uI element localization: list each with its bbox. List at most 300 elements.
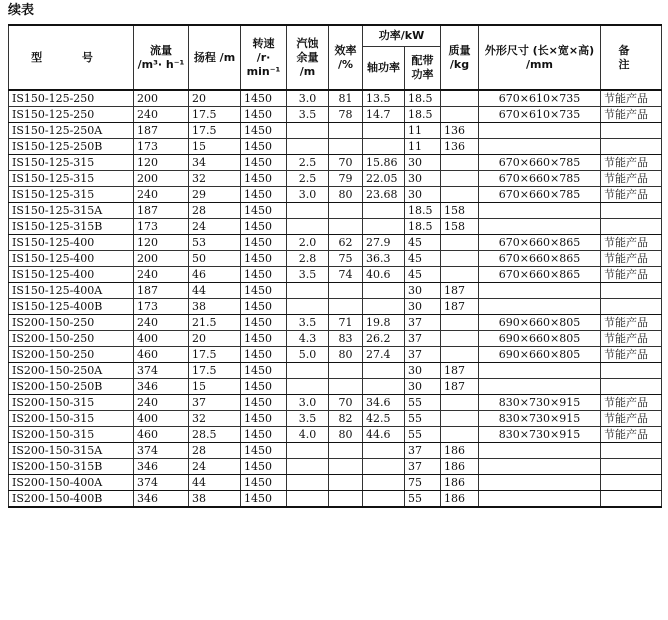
cell-dimensions: 670×660×785 — [479, 171, 601, 187]
cell-head: 20 — [189, 331, 241, 347]
cell-npsh: 5.0 — [287, 347, 329, 363]
cell-npsh — [287, 299, 329, 315]
cell-flow: 460 — [134, 427, 189, 443]
cell-speed: 1450 — [241, 347, 287, 363]
cell-flow: 200 — [134, 171, 189, 187]
cell-efficiency — [329, 299, 363, 315]
cell-head: 34 — [189, 155, 241, 171]
table-caption: 续表 — [8, 3, 35, 18]
cell-efficiency — [329, 203, 363, 219]
cell-motor-power: 55 — [405, 491, 441, 508]
cell-speed: 1450 — [241, 491, 287, 508]
cell-speed: 1450 — [241, 331, 287, 347]
cell-dimensions — [479, 219, 601, 235]
cell-head: 32 — [189, 411, 241, 427]
cell-speed: 1450 — [241, 459, 287, 475]
cell-efficiency: 78 — [329, 107, 363, 123]
cell-head: 44 — [189, 283, 241, 299]
cell-head: 20 — [189, 90, 241, 107]
cell-npsh — [287, 123, 329, 139]
cell-mass: 186 — [441, 475, 479, 491]
cell-npsh — [287, 283, 329, 299]
cell-dimensions: 830×730×915 — [479, 395, 601, 411]
table-row — [9, 283, 662, 299]
cell-efficiency — [329, 459, 363, 475]
cell-model: IS150-125-315B — [9, 219, 134, 235]
cell-flow: 400 — [134, 411, 189, 427]
cell-dimensions: 670×660×865 — [479, 251, 601, 267]
cell-efficiency — [329, 123, 363, 139]
cell-head: 17.5 — [189, 363, 241, 379]
cell-motor-power: 75 — [405, 475, 441, 491]
table-row — [9, 219, 662, 235]
cell-model: IS150-125-400B — [9, 299, 134, 315]
cell-speed: 1450 — [241, 411, 287, 427]
cell-mass — [441, 331, 479, 347]
cell-head: 29 — [189, 187, 241, 203]
cell-efficiency: 71 — [329, 315, 363, 331]
cell-motor-power: 30 — [405, 299, 441, 315]
table-row — [9, 251, 662, 267]
table-row — [9, 155, 662, 171]
table-body — [9, 90, 662, 507]
cell-flow: 240 — [134, 395, 189, 411]
cell-dimensions: 830×730×915 — [479, 427, 601, 443]
table-row — [9, 331, 662, 347]
col-header-model: 型 号 — [9, 25, 134, 90]
cell-npsh: 3.5 — [287, 411, 329, 427]
cell-remark: 节能产品 — [601, 235, 662, 251]
cell-efficiency: 80 — [329, 427, 363, 443]
cell-shaft-power — [363, 363, 405, 379]
cell-remark — [601, 283, 662, 299]
cell-head: 24 — [189, 219, 241, 235]
table-row — [9, 491, 662, 508]
cell-remark: 节能产品 — [601, 267, 662, 283]
cell-mass: 136 — [441, 123, 479, 139]
cell-remark: 节能产品 — [601, 395, 662, 411]
cell-remark — [601, 139, 662, 155]
cell-model: IS200-150-250 — [9, 347, 134, 363]
cell-speed: 1450 — [241, 187, 287, 203]
cell-flow: 346 — [134, 379, 189, 395]
cell-mass — [441, 251, 479, 267]
cell-motor-power: 45 — [405, 251, 441, 267]
table-row — [9, 347, 662, 363]
cell-head: 17.5 — [189, 123, 241, 139]
table-row — [9, 267, 662, 283]
col-header-dimensions: 外形尺寸 (长×宽×高) /mm — [479, 25, 601, 90]
cell-flow: 346 — [134, 491, 189, 508]
cell-speed: 1450 — [241, 203, 287, 219]
table-row — [9, 379, 662, 395]
cell-mass — [441, 395, 479, 411]
cell-speed: 1450 — [241, 299, 287, 315]
cell-remark — [601, 459, 662, 475]
cell-mass: 186 — [441, 443, 479, 459]
table-row — [9, 459, 662, 475]
cell-efficiency — [329, 363, 363, 379]
cell-dimensions: 670×610×735 — [479, 107, 601, 123]
cell-shaft-power — [363, 219, 405, 235]
cell-model: IS200-150-315B — [9, 459, 134, 475]
cell-model: IS150-125-315 — [9, 187, 134, 203]
cell-dimensions: 670×610×735 — [479, 90, 601, 107]
cell-flow: 120 — [134, 235, 189, 251]
cell-npsh — [287, 459, 329, 475]
cell-remark — [601, 475, 662, 491]
cell-flow: 346 — [134, 459, 189, 475]
table-row — [9, 363, 662, 379]
cell-flow: 374 — [134, 443, 189, 459]
cell-speed: 1450 — [241, 235, 287, 251]
col-header-remark: 备 注 — [601, 25, 662, 90]
cell-efficiency — [329, 379, 363, 395]
cell-model: IS150-125-315 — [9, 155, 134, 171]
table-row — [9, 235, 662, 251]
cell-speed: 1450 — [241, 219, 287, 235]
cell-shaft-power — [363, 139, 405, 155]
cell-remark — [601, 491, 662, 508]
cell-npsh: 4.0 — [287, 427, 329, 443]
cell-motor-power: 30 — [405, 187, 441, 203]
cell-motor-power: 18.5 — [405, 203, 441, 219]
cell-motor-power: 45 — [405, 235, 441, 251]
cell-npsh: 2.8 — [287, 251, 329, 267]
cell-speed: 1450 — [241, 155, 287, 171]
cell-speed: 1450 — [241, 427, 287, 443]
cell-flow: 173 — [134, 139, 189, 155]
cell-head: 17.5 — [189, 107, 241, 123]
cell-efficiency — [329, 283, 363, 299]
cell-flow: 240 — [134, 267, 189, 283]
cell-motor-power: 30 — [405, 171, 441, 187]
cell-npsh — [287, 379, 329, 395]
col-header-motor-power: 配带 功率 — [405, 47, 441, 91]
cell-speed: 1450 — [241, 395, 287, 411]
col-header-flow: 流量 /m³· h⁻¹ — [134, 25, 189, 90]
cell-motor-power: 11 — [405, 123, 441, 139]
cell-dimensions — [479, 443, 601, 459]
cell-dimensions — [479, 459, 601, 475]
cell-mass — [441, 90, 479, 107]
cell-head: 53 — [189, 235, 241, 251]
cell-motor-power: 37 — [405, 443, 441, 459]
cell-motor-power: 18.5 — [405, 219, 441, 235]
cell-efficiency: 70 — [329, 395, 363, 411]
cell-motor-power: 18.5 — [405, 107, 441, 123]
cell-mass: 158 — [441, 203, 479, 219]
cell-shaft-power: 40.6 — [363, 267, 405, 283]
cell-model: IS150-125-400 — [9, 267, 134, 283]
cell-speed: 1450 — [241, 267, 287, 283]
cell-shaft-power: 36.3 — [363, 251, 405, 267]
cell-head: 28 — [189, 203, 241, 219]
cell-head: 24 — [189, 459, 241, 475]
cell-dimensions: 830×730×915 — [479, 411, 601, 427]
table-row — [9, 187, 662, 203]
cell-npsh: 2.0 — [287, 235, 329, 251]
table-row — [9, 171, 662, 187]
cell-head: 15 — [189, 379, 241, 395]
cell-dimensions: 690×660×805 — [479, 331, 601, 347]
cell-remark — [601, 203, 662, 219]
cell-model: IS200-150-250 — [9, 315, 134, 331]
cell-shaft-power: 19.8 — [363, 315, 405, 331]
cell-remark: 节能产品 — [601, 171, 662, 187]
cell-remark: 节能产品 — [601, 411, 662, 427]
cell-motor-power: 30 — [405, 363, 441, 379]
cell-npsh: 3.5 — [287, 315, 329, 331]
col-header-power-group: 功率/kW — [363, 25, 441, 47]
cell-model: IS200-150-400A — [9, 475, 134, 491]
cell-dimensions — [479, 123, 601, 139]
cell-npsh — [287, 203, 329, 219]
cell-shaft-power: 44.6 — [363, 427, 405, 443]
cell-remark — [601, 379, 662, 395]
cell-remark: 节能产品 — [601, 155, 662, 171]
cell-flow: 374 — [134, 475, 189, 491]
cell-shaft-power: 27.9 — [363, 235, 405, 251]
cell-efficiency — [329, 475, 363, 491]
cell-dimensions — [479, 139, 601, 155]
cell-remark: 节能产品 — [601, 347, 662, 363]
cell-mass: 187 — [441, 299, 479, 315]
cell-model: IS150-125-250 — [9, 90, 134, 107]
cell-head: 38 — [189, 491, 241, 508]
cell-speed: 1450 — [241, 283, 287, 299]
table-row — [9, 123, 662, 139]
cell-motor-power: 11 — [405, 139, 441, 155]
cell-npsh — [287, 139, 329, 155]
cell-motor-power: 37 — [405, 459, 441, 475]
cell-speed: 1450 — [241, 139, 287, 155]
table-header — [9, 25, 662, 90]
cell-remark: 节能产品 — [601, 427, 662, 443]
cell-efficiency — [329, 139, 363, 155]
cell-model: IS200-150-315 — [9, 395, 134, 411]
cell-mass — [441, 107, 479, 123]
cell-mass — [441, 267, 479, 283]
cell-speed: 1450 — [241, 379, 287, 395]
col-header-npsh: 汽蚀 余量 /m — [287, 25, 329, 90]
cell-remark — [601, 363, 662, 379]
cell-npsh — [287, 443, 329, 459]
cell-flow: 200 — [134, 251, 189, 267]
cell-mass — [441, 347, 479, 363]
cell-shaft-power — [363, 299, 405, 315]
cell-mass — [441, 411, 479, 427]
cell-shaft-power — [363, 443, 405, 459]
cell-head: 50 — [189, 251, 241, 267]
table-row — [9, 475, 662, 491]
cell-shaft-power — [363, 283, 405, 299]
cell-shaft-power: 22.05 — [363, 171, 405, 187]
cell-efficiency — [329, 443, 363, 459]
cell-model: IS200-150-250B — [9, 379, 134, 395]
cell-head: 44 — [189, 475, 241, 491]
cell-remark — [601, 219, 662, 235]
cell-efficiency: 83 — [329, 331, 363, 347]
cell-head: 21.5 — [189, 315, 241, 331]
cell-shaft-power — [363, 459, 405, 475]
table-row — [9, 427, 662, 443]
cell-shaft-power — [363, 203, 405, 219]
cell-model: IS200-150-400B — [9, 491, 134, 508]
table-row — [9, 139, 662, 155]
cell-shaft-power: 14.7 — [363, 107, 405, 123]
cell-npsh: 3.5 — [287, 107, 329, 123]
cell-mass — [441, 427, 479, 443]
cell-npsh — [287, 491, 329, 508]
cell-dimensions: 670×660×785 — [479, 187, 601, 203]
table-row — [9, 299, 662, 315]
cell-model: IS150-125-400 — [9, 235, 134, 251]
cell-remark: 节能产品 — [601, 331, 662, 347]
cell-head: 28.5 — [189, 427, 241, 443]
cell-efficiency: 74 — [329, 267, 363, 283]
cell-npsh: 3.0 — [287, 395, 329, 411]
cell-shaft-power — [363, 379, 405, 395]
cell-shaft-power: 26.2 — [363, 331, 405, 347]
cell-mass — [441, 171, 479, 187]
cell-shaft-power: 34.6 — [363, 395, 405, 411]
cell-remark: 节能产品 — [601, 90, 662, 107]
pump-spec-table — [8, 24, 662, 508]
cell-mass: 186 — [441, 459, 479, 475]
cell-npsh — [287, 475, 329, 491]
cell-remark — [601, 299, 662, 315]
cell-mass — [441, 235, 479, 251]
cell-motor-power: 37 — [405, 315, 441, 331]
cell-flow: 120 — [134, 155, 189, 171]
cell-motor-power: 30 — [405, 283, 441, 299]
cell-efficiency: 70 — [329, 155, 363, 171]
cell-remark: 节能产品 — [601, 107, 662, 123]
cell-dimensions — [479, 203, 601, 219]
cell-efficiency: 79 — [329, 171, 363, 187]
cell-shaft-power — [363, 491, 405, 508]
cell-flow: 187 — [134, 283, 189, 299]
table-row — [9, 411, 662, 427]
cell-shaft-power — [363, 123, 405, 139]
cell-remark: 节能产品 — [601, 315, 662, 331]
cell-mass: 187 — [441, 283, 479, 299]
cell-flow: 187 — [134, 123, 189, 139]
cell-motor-power: 30 — [405, 379, 441, 395]
cell-model: IS200-150-315 — [9, 411, 134, 427]
cell-shaft-power: 15.86 — [363, 155, 405, 171]
col-header-efficiency: 效率 /% — [329, 25, 363, 90]
cell-motor-power: 55 — [405, 395, 441, 411]
cell-dimensions — [479, 299, 601, 315]
cell-dimensions — [479, 283, 601, 299]
cell-model: IS200-150-250A — [9, 363, 134, 379]
table-row — [9, 90, 662, 107]
cell-flow: 187 — [134, 203, 189, 219]
cell-mass — [441, 187, 479, 203]
cell-mass: 136 — [441, 139, 479, 155]
cell-shaft-power — [363, 475, 405, 491]
cell-efficiency: 75 — [329, 251, 363, 267]
cell-dimensions — [479, 491, 601, 508]
cell-dimensions: 670×660×785 — [479, 155, 601, 171]
cell-mass: 187 — [441, 379, 479, 395]
cell-flow: 173 — [134, 299, 189, 315]
cell-flow: 240 — [134, 315, 189, 331]
cell-remark — [601, 443, 662, 459]
cell-model: IS150-125-250A — [9, 123, 134, 139]
cell-speed: 1450 — [241, 443, 287, 459]
cell-efficiency: 82 — [329, 411, 363, 427]
cell-npsh — [287, 219, 329, 235]
cell-flow: 400 — [134, 331, 189, 347]
cell-model: IS150-125-250B — [9, 139, 134, 155]
cell-efficiency: 62 — [329, 235, 363, 251]
cell-remark — [601, 123, 662, 139]
cell-dimensions — [479, 379, 601, 395]
cell-flow: 200 — [134, 90, 189, 107]
cell-efficiency: 80 — [329, 187, 363, 203]
cell-model: IS150-125-315A — [9, 203, 134, 219]
cell-model: IS150-125-400 — [9, 251, 134, 267]
cell-dimensions: 670×660×865 — [479, 235, 601, 251]
col-header-speed: 转速 /r· min⁻¹ — [241, 25, 287, 90]
cell-efficiency — [329, 219, 363, 235]
cell-npsh: 3.0 — [287, 187, 329, 203]
cell-model: IS200-150-315 — [9, 427, 134, 443]
cell-speed: 1450 — [241, 123, 287, 139]
cell-efficiency: 81 — [329, 90, 363, 107]
cell-shaft-power: 23.68 — [363, 187, 405, 203]
cell-head: 15 — [189, 139, 241, 155]
cell-remark: 节能产品 — [601, 251, 662, 267]
table-row — [9, 315, 662, 331]
table-row — [9, 443, 662, 459]
cell-speed: 1450 — [241, 90, 287, 107]
cell-mass: 186 — [441, 491, 479, 508]
cell-model: IS200-150-250 — [9, 331, 134, 347]
cell-dimensions — [479, 363, 601, 379]
cell-npsh — [287, 363, 329, 379]
table-row — [9, 107, 662, 123]
cell-head: 37 — [189, 395, 241, 411]
cell-head: 32 — [189, 171, 241, 187]
cell-motor-power: 55 — [405, 427, 441, 443]
table-row — [9, 395, 662, 411]
cell-npsh: 2.5 — [287, 155, 329, 171]
cell-mass — [441, 315, 479, 331]
cell-flow: 240 — [134, 187, 189, 203]
cell-mass — [441, 155, 479, 171]
cell-model: IS150-125-315 — [9, 171, 134, 187]
cell-shaft-power: 42.5 — [363, 411, 405, 427]
cell-speed: 1450 — [241, 107, 287, 123]
cell-model: IS150-125-400A — [9, 283, 134, 299]
col-header-shaft-power: 轴功率 — [363, 47, 405, 91]
cell-flow: 240 — [134, 107, 189, 123]
cell-head: 17.5 — [189, 347, 241, 363]
cell-dimensions: 690×660×805 — [479, 315, 601, 331]
cell-npsh: 2.5 — [287, 171, 329, 187]
cell-mass: 187 — [441, 363, 479, 379]
cell-speed: 1450 — [241, 475, 287, 491]
cell-head: 46 — [189, 267, 241, 283]
cell-speed: 1450 — [241, 315, 287, 331]
cell-efficiency: 80 — [329, 347, 363, 363]
cell-motor-power: 30 — [405, 155, 441, 171]
cell-efficiency — [329, 491, 363, 508]
